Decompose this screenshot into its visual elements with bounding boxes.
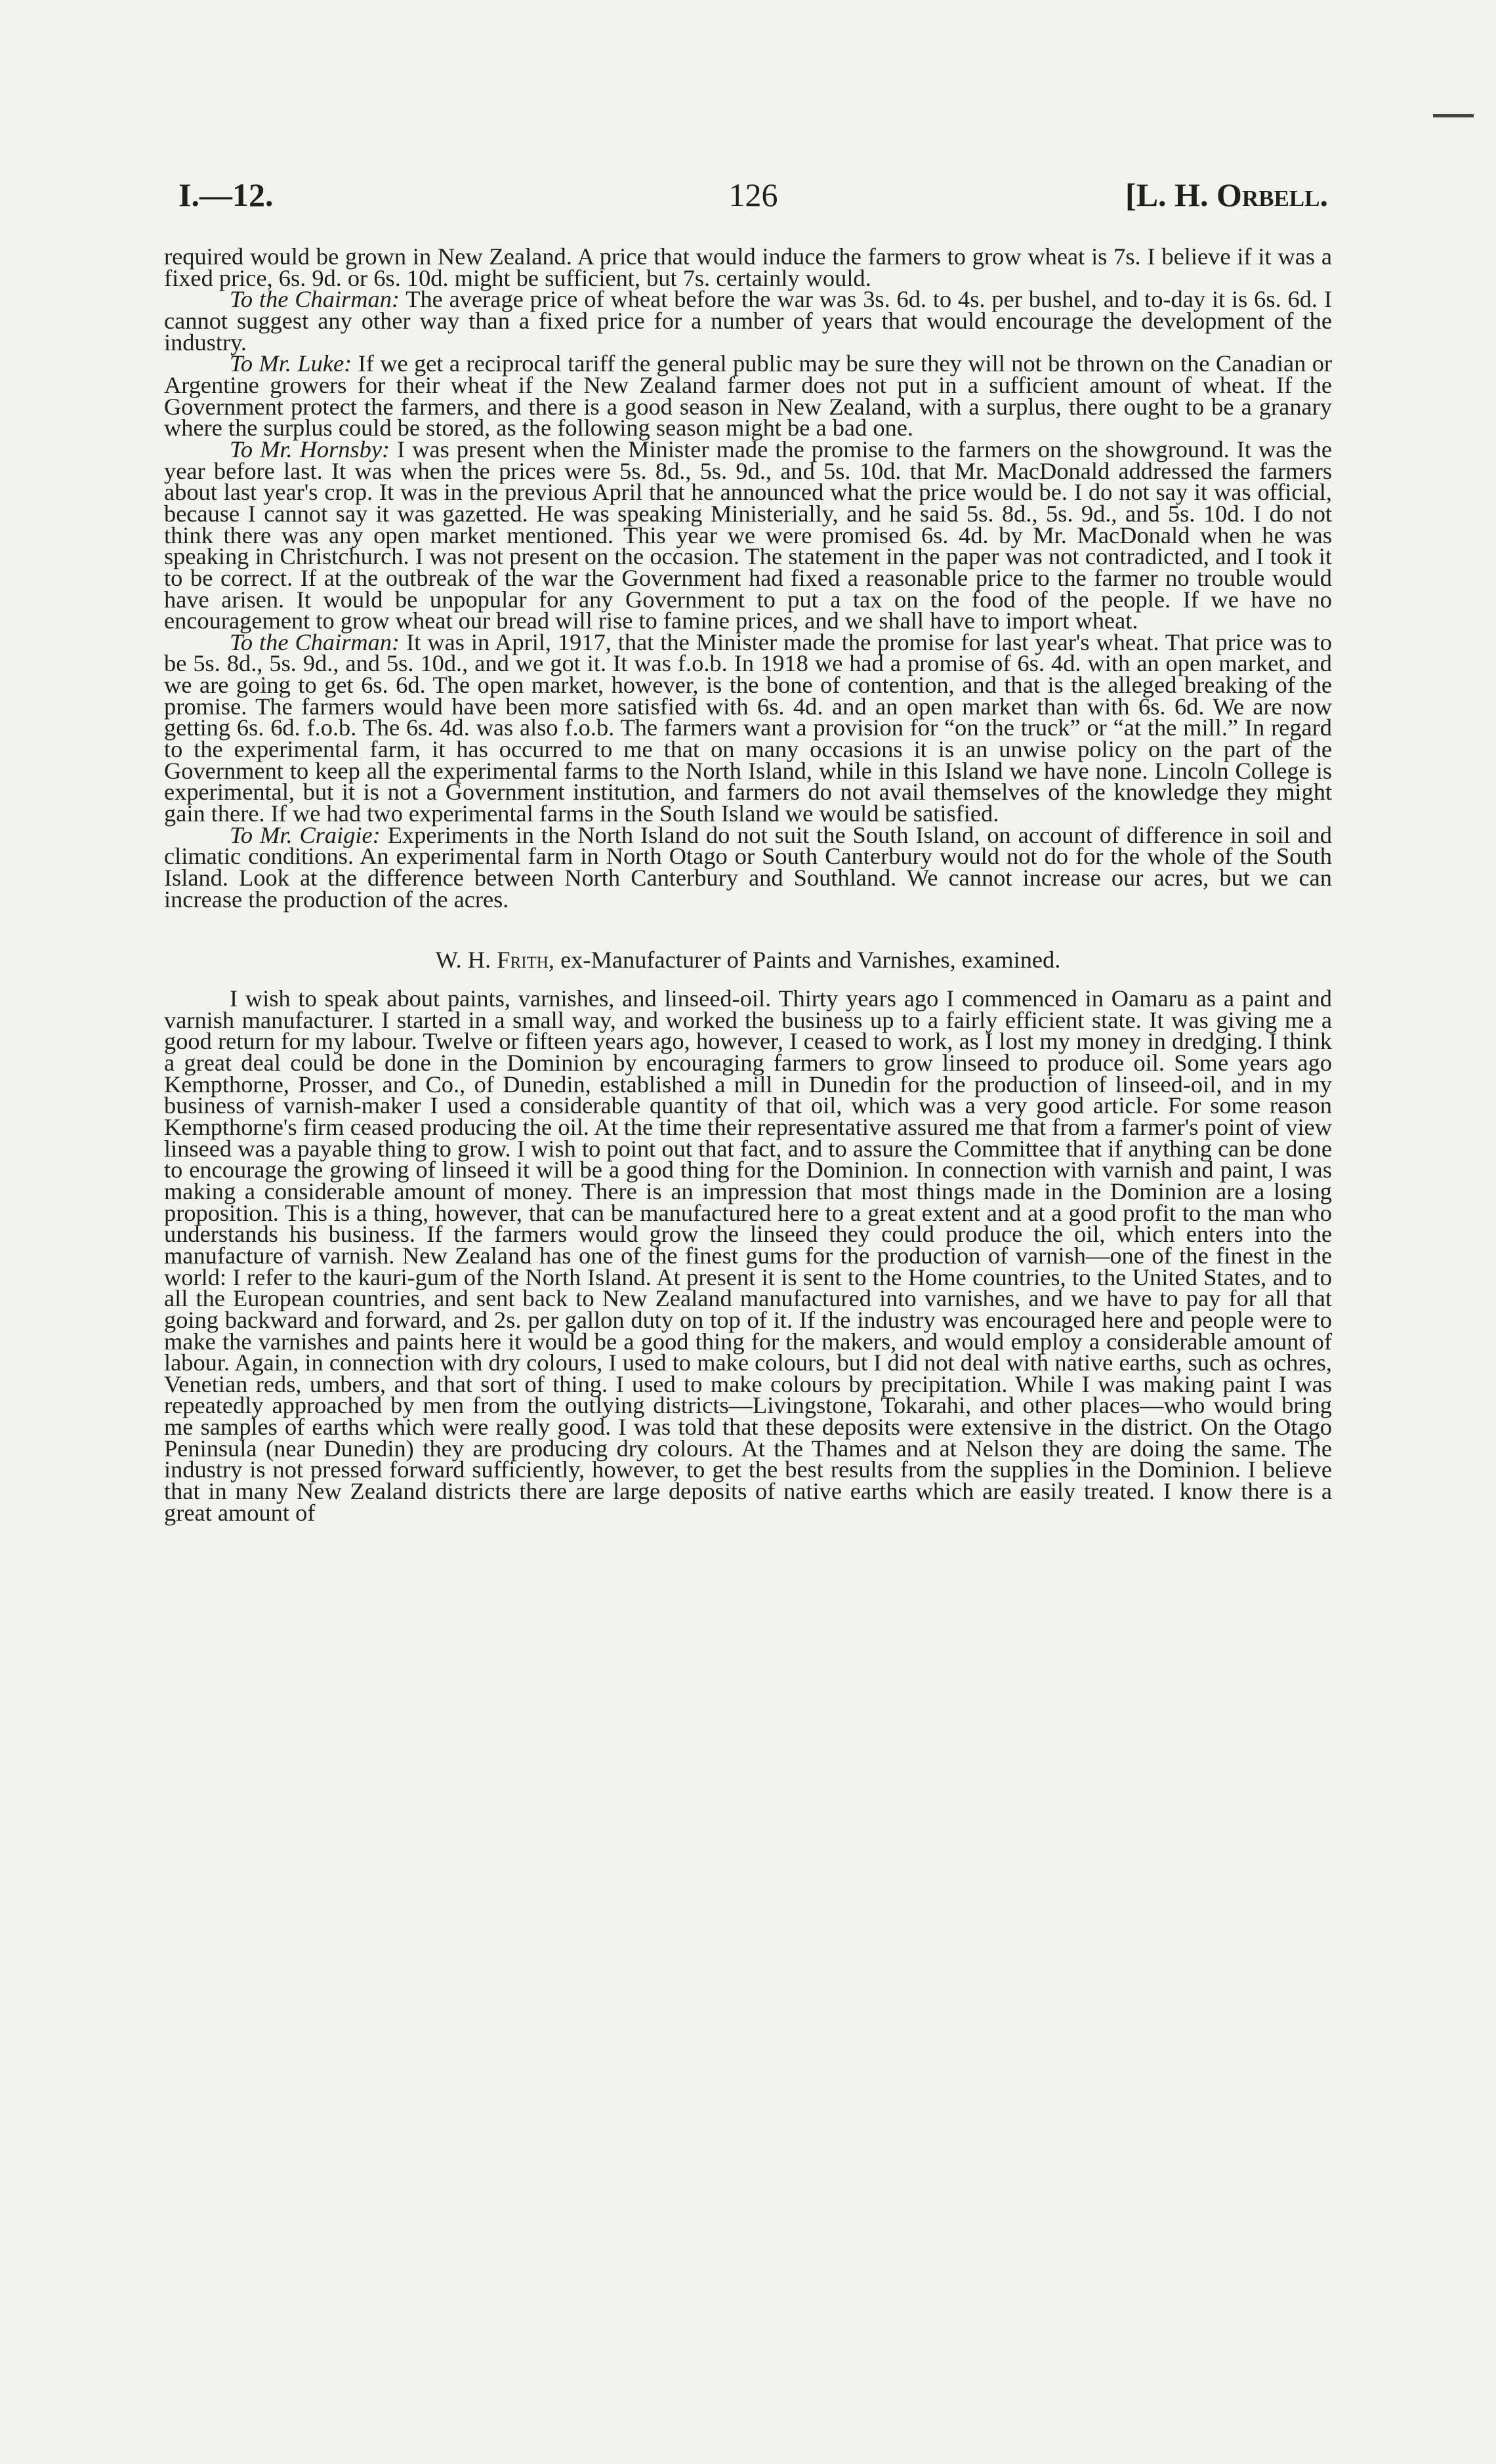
witness-section-name: W. H. Frith bbox=[435, 947, 549, 974]
paragraph-4: To Mr. Hornsby: I was present when the Minister made the promise to the farmers on the showground. It was the year before last. It was when the prices were 5s. 8d., 5s. 9d., and 5s. 10d. that Mr. MacDonald addressed the farmers about last year's crop. It was in the previous April that he announced what the price would be. I do not say it was official, because I cannot say it was gazetted. He was speaking Ministerially, and he said 5s. 8d., 5s. 9d., and 5s. 10d. I do not think there was any open market mentioned. This year we were promised 6s. 4d. by Mr. MacDonald when he was speaking in Christchurch. I was not present on the occasion. The statement in the paper was not contradicted, and I took it to be correct. If at the outbreak of the war the Government had fixed a reasonable price to the farmer no trouble would have arisen. It would be unpopular for any Government to put a tax on the food of the people. If we have no encouragement to grow wheat our bread will rise to famine prices, and we shall have to import wheat. bbox=[164, 436, 1332, 634]
paragraph-6: To Mr. Craigie: Experiments in the North Island do not suit the South Island, on account of difference in soil and climatic conditions. An experimental farm in North Otago or South Canterbury would not do for the whole of the South Island. Look at the difference between North Canterbury and Southland. We cannot increase our acres, but we can increase the production of the acres. bbox=[164, 821, 1332, 913]
corner-mark bbox=[1433, 114, 1474, 117]
document-body bbox=[164, 243, 1333, 1526]
questioner: To the Chairman: bbox=[230, 286, 400, 313]
paper-reference: I.—12. bbox=[178, 176, 274, 213]
questioner: To Mr. Craigie: bbox=[230, 821, 381, 848]
questioner: To Mr. Luke: bbox=[230, 350, 352, 377]
section-title: W. H. Frith, ex-Manufacturer of Paints and Varnishes, examined. bbox=[435, 947, 1061, 974]
questioner: To Mr. Hornsby: bbox=[230, 436, 390, 462]
section-paragraph: I wish to speak about paints, varnishes, and linseed-oil. Thirty years ago I commenced in Oamaru as a paint and varnish manufacturer. I started in a small way, and worked the business up to a fairly efficient state. It was giving me a good return for my labour. Twelve or fifteen years ago, however, I ceased to work, as I lost my money in dredging. I think a great deal could be done in the Dominion by encouraging farmers to grow linseed to produce oil. Some years ago Kempthorne, Prosser, and Co., of Dunedin, established a mill in Dunedin for the production of linseed-oil, and in my business of varnish-maker I used a considerable quantity of that oil, which was a very good article. For some reason Kempthorne's firm ceased producing the oil. At the time their representative assured me that from a farmer's point of view linseed was a payable thing to grow. I wish to point out that fact, and to assure the Committee that if anything can be done to encourage the growing of linseed it will be a good thing for the Dominion. In connection with varnish and paint, I was making a considerable amount of money. There is an impression that most things made in the Dominion are a losing proposition. This is a thing, however, that can be manufactured here to a great extent and at a good profit to the man who understands his business. If the farmers would grow the linseed they could produce the oil, which enters into the manufacture of varnish. New Zealand has one of the finest gums for the production of varnish—one of the finest in the world: I refer to the kauri-gum of the North Island. At present it is sent to the Home countries, to the United States, and to all the European countries, and sent back to New Zealand manufactured into varnishes, and we have to pay for all that going backward and forward, and 2s. per gallon duty on top of it. If the industry was encouraged here and people were to make the varnishes and paints here it would be a good thing for the makers, and would employ a considerable amount of labour. Again, in connection with dry colours, I used to make colours, but I did not deal with native earths, such as ochres, Venetian reds, umbers, and that sort of thing. I used to make colours by precipitation. While I was making paint I was repeatedly approached by men from the outlying districts—Livingstone, Tokarahi, and other places—who would bring me samples of earths which were really good. I was told that these deposits were extensive in the district. On the Otago Peninsula (near Dunedin) they are producing dry colours. At the Thames and at Nelson they are doing the same. The industry is not pressed forward sufficiently, however, to get the best results from the supplies in the Dominion. I believe that in many New Zealand districts there are large deposits of native earths which are easily treated. I know there is a great amount of bbox=[164, 985, 1332, 1526]
paragraph-2: To the Chairman: The average price of wheat before the war was 3s. 6d. to 4s. per bushel, and to-day it is 6s. 6d. I cannot suggest any other way than a fixed price for a number of years that would encourage the development of the industry. bbox=[164, 286, 1332, 356]
paragraph-1: required would be grown in New Zealand. A price that would induce the farmers to grow wheat is 7s. I believe if it was a fixed price, 6s. 9d. or 6s. 10d. might be sufficient, but 7s. certainly would. bbox=[164, 243, 1332, 291]
paragraph-3: To Mr. Luke: If we get a reciprocal tariff the general public may be sure they will not be thrown on the Canadian or Argentine growers for their wheat if the New Zealand farmer does not put in a sufficient amount of wheat. If the Government protect the farmers, and there is a good season in New Zealand, with a surplus, there ought to be a granary where the surplus could be stored, as the following season might be a bad one. bbox=[164, 350, 1333, 441]
paragraph-5: To the Chairman: It was in April, 1917, that the Minister made the promise for last year's wheat. That price was to be 5s. 8d., 5s. 9d., and 5s. 10d., and we got it. It was f.o.b. In 1918 we had a promise of 6s. 4d. with an open market, and we are going to get 6s. 6d. The open market, however, is the bone of contention, and that is the alleged breaking of the promise. The farmers would have been more satisfied with 6s. 4d. and an open market than with 6s. 6d. We are now getting 6s. 6d. f.o.b. The 6s. 4d. was also f.o.b. The farmers want a provision for “on the truck” or “at the mill.” In regard to the experimental farm, it has occurred to me that on many occasions it is an unwise policy on the part of the Government to keep all the experimental farms to the North Island, while in this Island we have none. Lincoln College is experimental, but it is not a Government institution, and farmers do not avail themselves of the knowledge they might gain there. If we had two experimental farms in the South Island we would be satisfied. bbox=[164, 628, 1332, 827]
witness-name: [L. H. Orbell. bbox=[1125, 176, 1328, 213]
page-number: 126 bbox=[728, 176, 778, 213]
page-header bbox=[178, 176, 1328, 228]
questioner: To the Chairman: bbox=[230, 628, 400, 655]
